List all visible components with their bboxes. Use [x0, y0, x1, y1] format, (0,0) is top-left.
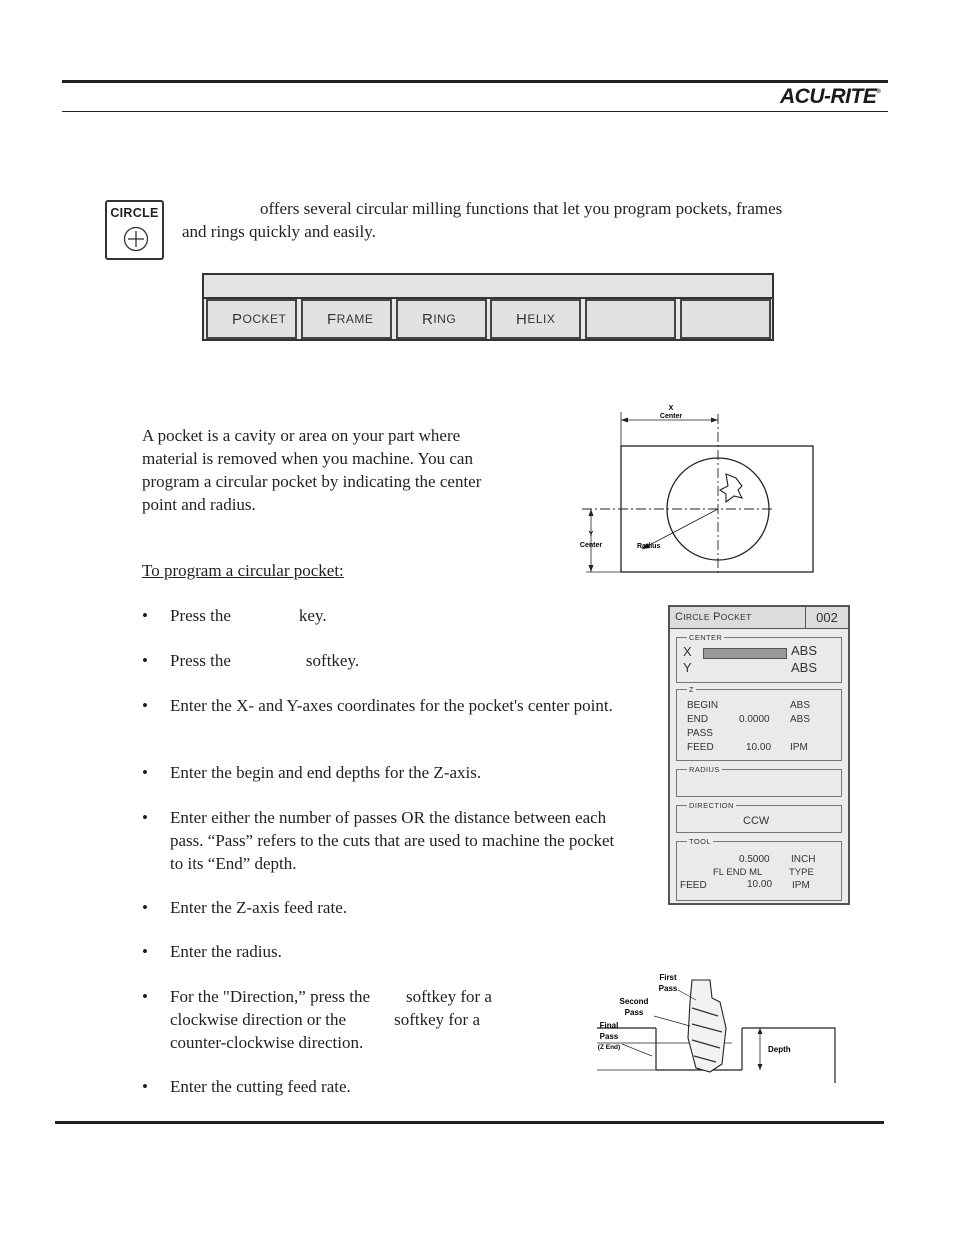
footer-rule — [55, 1121, 884, 1124]
step-1: • Press the key. — [142, 606, 327, 625]
softkey-helix[interactable]: H ELIX — [490, 299, 581, 339]
radius-group: RADIUS — [676, 769, 842, 797]
pocket-description: A pocket is a cavity or area on your part where material is removed when you machine. You can program a circular pocket by indicating the center point and radius. — [142, 426, 482, 514]
circular-pocket-diagram — [574, 402, 818, 576]
header-bottom-rule — [62, 111, 888, 112]
step-3: • Enter the X- and Y-axes coordinates for the pocket's center point. — [142, 696, 613, 715]
direction-group: DIRECTION CCW — [676, 805, 842, 833]
circle-pocket-screen — [668, 605, 850, 905]
pocket-pass-diagram — [592, 968, 838, 1088]
svg-text:First: First — [659, 973, 677, 982]
step-4: • Enter the begin and end depths for the Z-axis. — [142, 763, 482, 782]
svg-text:(Z End): (Z End) — [597, 1044, 621, 1051]
circle-key-label: CIRCLE — [110, 206, 159, 220]
screen-title-bar — [670, 607, 848, 629]
radius-label: Radius — [637, 543, 661, 550]
svg-text:Final: Final — [599, 1021, 619, 1030]
step-8: • For the "Direction,” press the softkey for a clockwise direction or the softkey for a counter-clockwise direction. — [142, 987, 492, 1052]
step-6: • Enter the Z-axis feed rate. — [142, 898, 347, 917]
svg-text:Pass: Pass — [624, 1008, 644, 1017]
x-center-input[interactable] — [703, 648, 787, 659]
y-center-label: Y — [588, 531, 594, 538]
step-5: • Enter either the number of passes OR the distance between each pass. “Pass” refers to the cuts that are used to machine the pocket to its “End” depth. — [142, 808, 615, 873]
screen-title: CIRCLE POCKET — [675, 611, 752, 623]
svg-text:Pass: Pass — [658, 984, 678, 993]
acu-rite-logo: ACU-RITE® — [780, 85, 881, 108]
softkey-pocket[interactable]: P OCKET — [206, 299, 297, 339]
step-9: • Enter the cutting feed rate. — [142, 1077, 351, 1096]
header-top-rule — [62, 80, 888, 83]
softkey-ring[interactable]: R ING — [396, 299, 487, 339]
softkey-blank-6[interactable] — [680, 299, 771, 339]
x-center-label-2: Center — [659, 413, 683, 420]
y-center-label-2: Center — [579, 542, 603, 549]
x-center-label: X — [668, 405, 674, 412]
svg-text:Second: Second — [619, 997, 649, 1006]
softkey-frame[interactable]: F RAME — [301, 299, 392, 339]
softkey-blank-5[interactable] — [585, 299, 676, 339]
screen-number: 002 — [805, 607, 848, 628]
circle-key-icon — [105, 200, 164, 260]
step-2: • Press the softkey. — [142, 651, 360, 670]
svg-text:Pass: Pass — [599, 1032, 619, 1041]
program-heading: To program a circular pocket: — [142, 561, 344, 580]
softkey-bar-strip — [204, 275, 772, 299]
intro-paragraph: offers several circular milling functions that let you program pockets, frames and rings quickly and easily. — [182, 199, 783, 241]
svg-text:Depth: Depth — [768, 1045, 791, 1054]
circle-softkey-bar — [202, 273, 774, 341]
circle-crosshair-icon — [123, 226, 149, 252]
z-group: Z BEGIN ABS END 0.0000 ABS PASS FEED 10.00 IPM — [676, 689, 842, 761]
tool-group: TOOL 0.5000 INCH FL END ML TYPE FEED 10.00 IPM — [676, 841, 842, 901]
direction-value: CCW — [743, 815, 770, 827]
center-group: CENTER X ABS Y ABS — [676, 637, 842, 683]
step-7: • Enter the radius. — [142, 942, 282, 961]
